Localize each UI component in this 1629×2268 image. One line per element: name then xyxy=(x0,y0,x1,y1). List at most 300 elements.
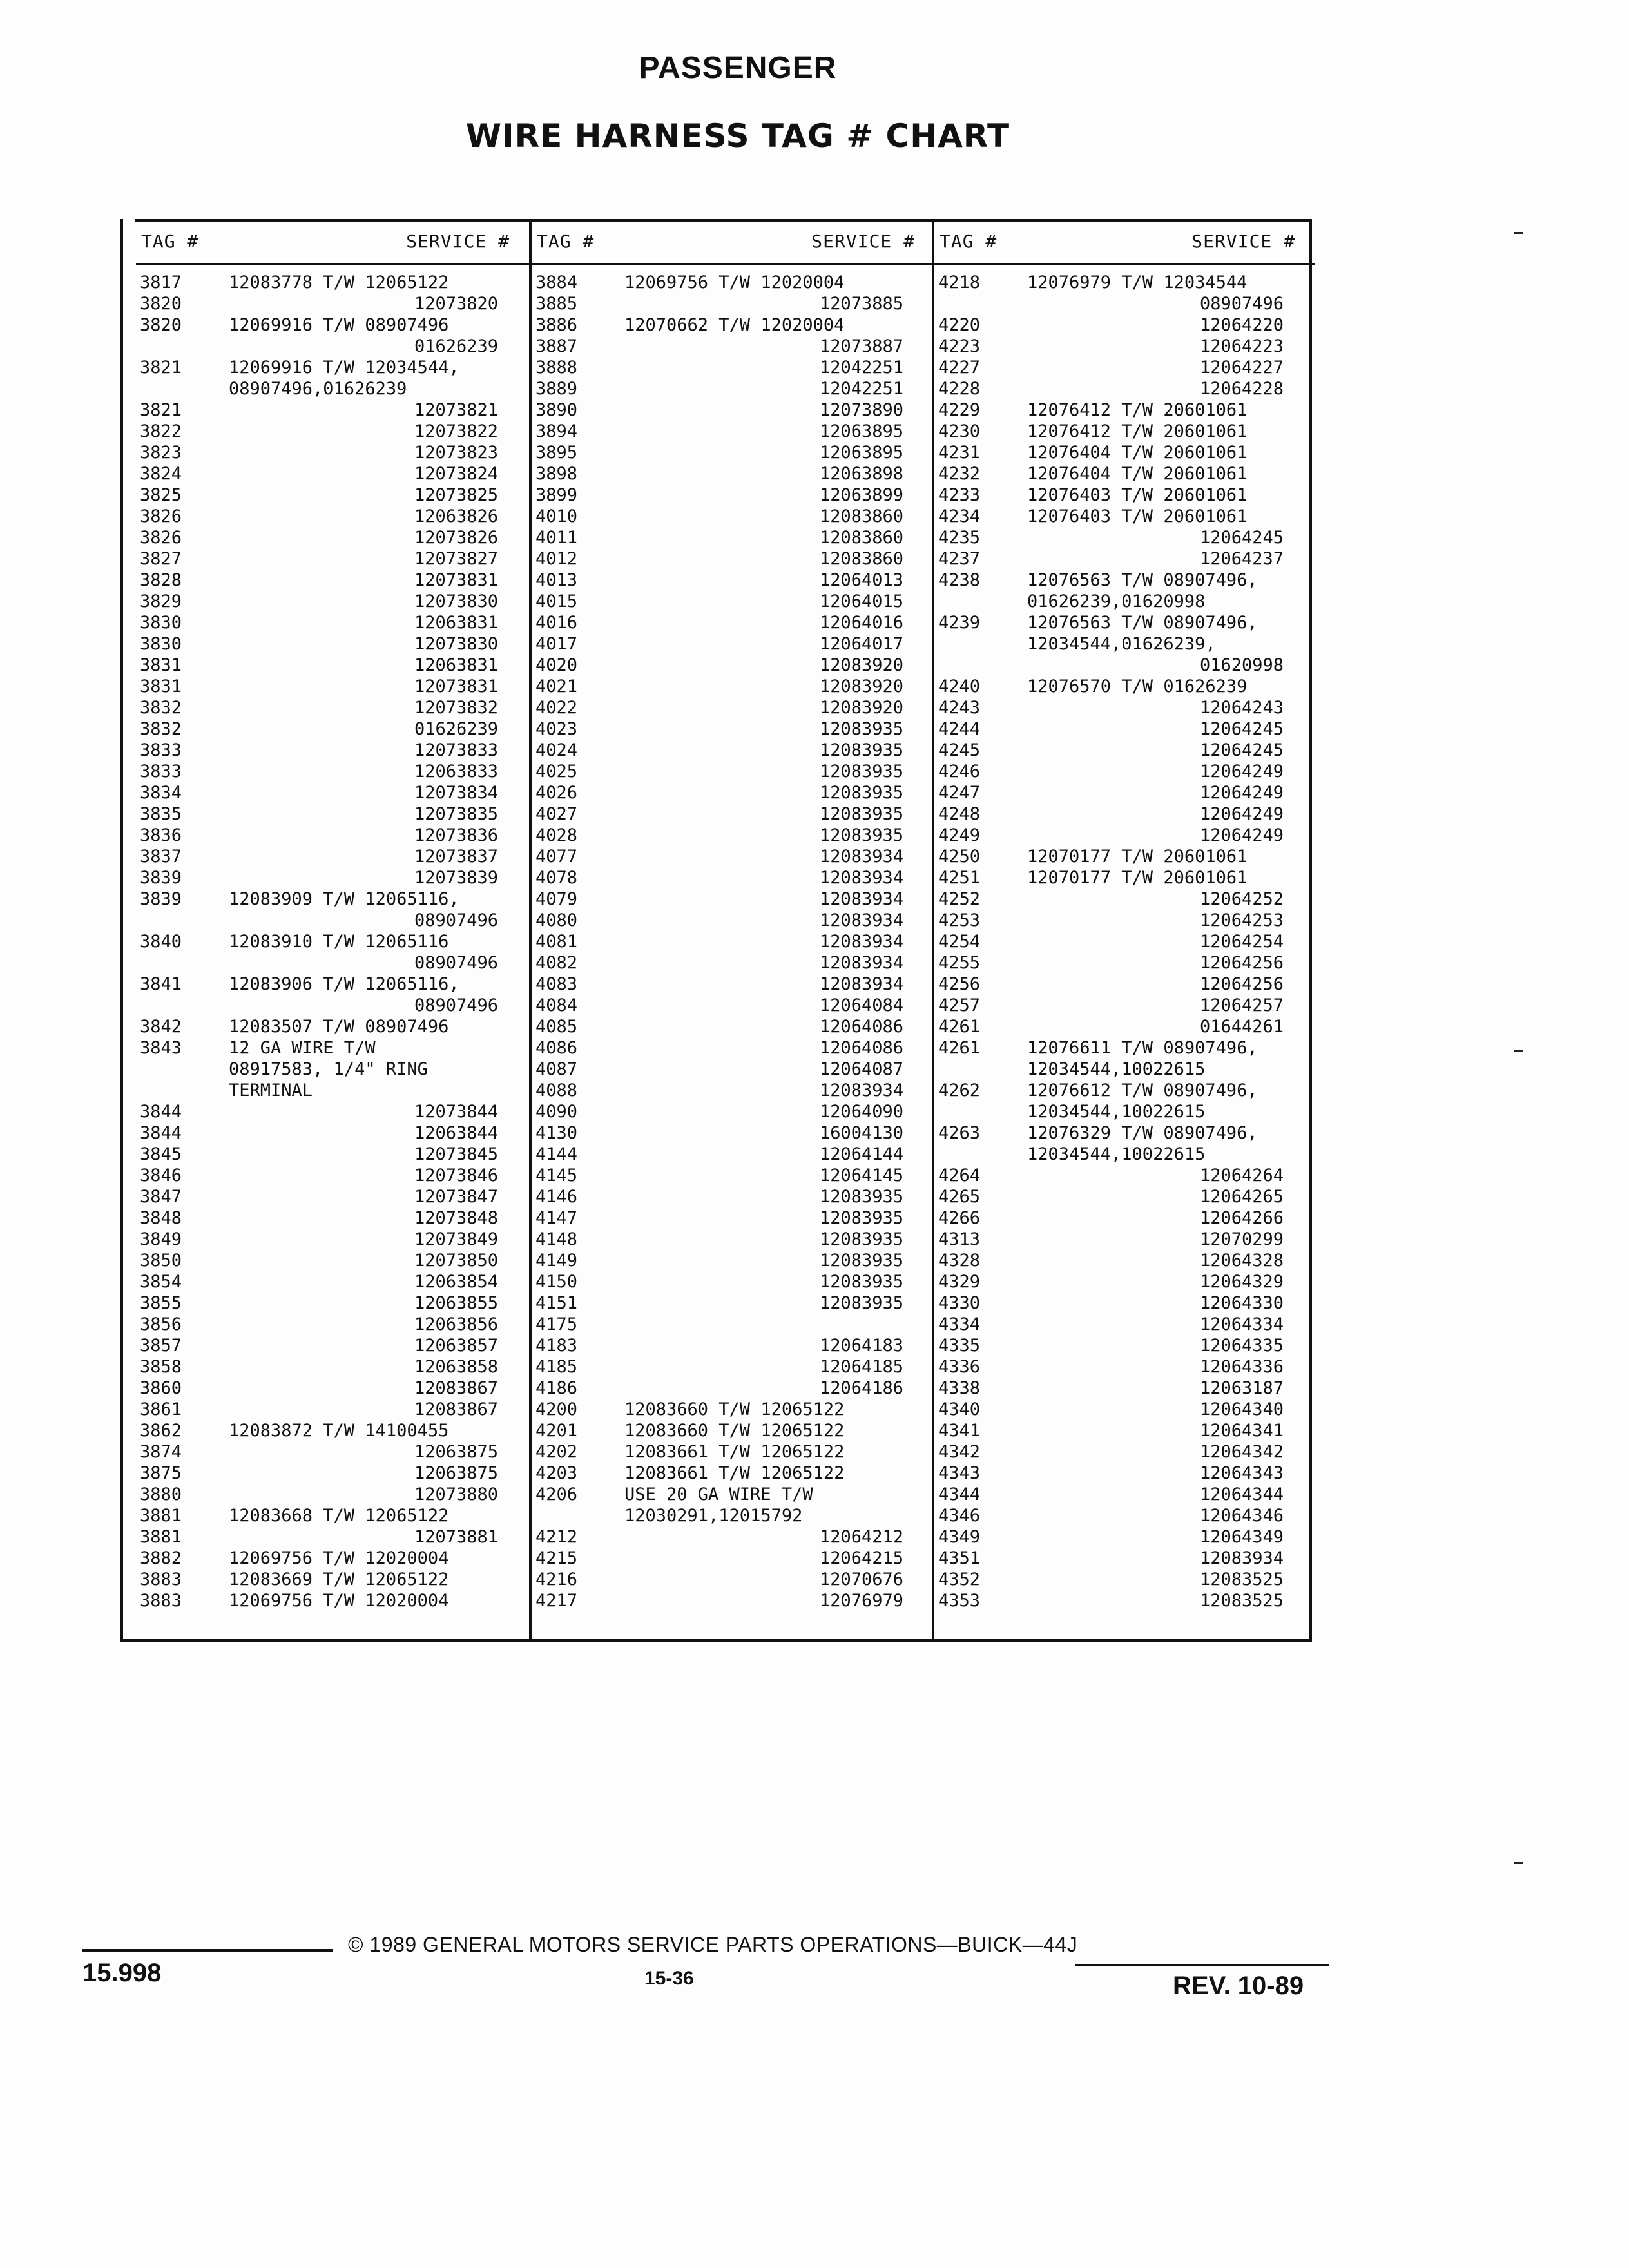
service-number: 12083872 T/W 14100455 xyxy=(229,1421,449,1441)
table-row xyxy=(532,1526,934,1548)
service-number: 12083867 xyxy=(414,1378,498,1398)
service-number: 12083935 xyxy=(819,762,903,782)
service-number: 12073832 xyxy=(414,698,498,718)
tag-number: 4231 xyxy=(938,443,981,463)
tag-number: 4233 xyxy=(938,485,981,505)
table-row xyxy=(532,782,934,803)
table-row xyxy=(136,485,529,506)
service-number: 12073824 xyxy=(414,464,498,484)
table-row xyxy=(136,1229,529,1250)
tag-number: 4261 xyxy=(938,1038,981,1058)
tag-number: 4228 xyxy=(938,379,981,399)
table-row xyxy=(934,1548,1315,1569)
tag-number: 4340 xyxy=(938,1399,981,1419)
tag-number: 4079 xyxy=(535,889,578,909)
service-number: 12064186 xyxy=(819,1378,903,1398)
service-number: 12083525 xyxy=(1199,1570,1284,1590)
tag-number: 3875 xyxy=(140,1463,182,1483)
table-row xyxy=(532,1250,934,1271)
service-number: 08907496 xyxy=(1199,294,1284,314)
service-number: 12064227 xyxy=(1199,358,1284,378)
table-row xyxy=(934,1293,1315,1314)
tag-number: 3857 xyxy=(140,1336,182,1356)
tag-number: 4020 xyxy=(535,655,578,675)
table-row xyxy=(934,676,1315,697)
rows-column-2 xyxy=(532,265,934,1611)
table-row xyxy=(934,1165,1315,1186)
tag-number: 3849 xyxy=(140,1229,182,1249)
table-row xyxy=(136,1271,529,1293)
service-number: 12083668 T/W 12065122 xyxy=(229,1506,449,1526)
table-row xyxy=(934,570,1315,591)
table-row xyxy=(136,1378,529,1399)
tag-number: 4201 xyxy=(535,1421,578,1441)
table-row xyxy=(532,952,934,974)
service-number: 12063875 xyxy=(414,1463,498,1483)
tag-number xyxy=(136,910,217,931)
table-row xyxy=(532,1207,934,1229)
table-row xyxy=(934,1399,1315,1420)
tag-number: 4234 xyxy=(938,506,981,526)
service-number: 12083934 xyxy=(819,1081,903,1100)
table-row xyxy=(934,272,1315,293)
service-number: 12083935 xyxy=(819,1208,903,1228)
service-number: 12064015 xyxy=(819,591,903,611)
table-row xyxy=(934,1356,1315,1378)
tag-number: 4151 xyxy=(535,1293,578,1313)
tag-number: 4252 xyxy=(938,889,981,909)
tag-number xyxy=(934,655,1016,676)
table-row xyxy=(934,952,1315,974)
margin-mark xyxy=(1514,232,1523,234)
service-number: 12083661 T/W 12065122 xyxy=(624,1442,845,1462)
table-row xyxy=(934,1037,1315,1059)
tag-number: 4200 xyxy=(535,1399,578,1419)
service-number: 12076412 T/W 20601061 xyxy=(1027,400,1248,420)
table-row xyxy=(532,1378,934,1399)
service-number: 12083507 T/W 08907496 xyxy=(229,1017,449,1037)
service-number: 12034544,01626239, xyxy=(1027,634,1216,654)
tag-number: 3832 xyxy=(140,719,182,739)
service-number: 12063899 xyxy=(819,485,903,505)
table-row xyxy=(532,378,934,399)
service-number: 08907496 xyxy=(414,910,498,930)
table-row xyxy=(532,548,934,570)
tag-number: 4012 xyxy=(535,549,578,569)
table-row xyxy=(934,336,1315,357)
service-number xyxy=(613,1314,934,1335)
table-row xyxy=(532,506,934,527)
table-row xyxy=(934,761,1315,782)
margin-mark xyxy=(1514,1050,1523,1052)
service-number: 12064223 xyxy=(1199,336,1284,356)
service-number: 12064090 xyxy=(819,1102,903,1122)
tag-number: 4083 xyxy=(535,974,578,994)
table-row xyxy=(136,931,529,952)
tag-number: 3894 xyxy=(535,421,578,441)
table-row xyxy=(136,336,529,357)
service-number: 12083935 xyxy=(819,1187,903,1207)
table-row xyxy=(532,463,934,485)
tag-number: 4255 xyxy=(938,953,981,973)
service-number: 12083934 xyxy=(819,932,903,952)
table-row xyxy=(136,612,529,633)
table-row xyxy=(532,1314,934,1335)
tag-number: 3841 xyxy=(140,974,182,994)
tag-number: 4227 xyxy=(938,358,981,378)
tag-number: 4235 xyxy=(938,528,981,548)
service-number: 12064013 xyxy=(819,570,903,590)
service-number: 12083860 xyxy=(819,549,903,569)
table-row xyxy=(532,1059,934,1080)
service-number: 12064329 xyxy=(1199,1272,1284,1292)
service-number: 12076563 T/W 08907496, xyxy=(1027,613,1258,633)
table-row xyxy=(934,1101,1315,1122)
table-row xyxy=(532,1080,934,1101)
tag-number: 3831 xyxy=(140,677,182,697)
service-number: 12076611 T/W 08907496, xyxy=(1027,1038,1258,1058)
tag-number: 3833 xyxy=(140,740,182,760)
wire-harness-tag-chart xyxy=(120,219,1312,1642)
tag-number: 3826 xyxy=(140,506,182,526)
service-number: 12064220 xyxy=(1199,315,1284,335)
tag-number: 4086 xyxy=(535,1038,578,1058)
service-number: 12070177 T/W 20601061 xyxy=(1027,868,1248,888)
tag-number: 3844 xyxy=(140,1102,182,1122)
service-number: 12064266 xyxy=(1199,1208,1284,1228)
tag-number: 3832 xyxy=(140,698,182,718)
table-row xyxy=(934,718,1315,740)
service-number: 12030291,12015792 xyxy=(624,1506,803,1526)
tag-number: 4266 xyxy=(938,1208,981,1228)
table-row xyxy=(934,548,1315,570)
table-row xyxy=(136,1420,529,1441)
table-row xyxy=(934,1526,1315,1548)
tag-number: 3827 xyxy=(140,549,182,569)
tag-number xyxy=(934,591,1016,612)
service-number: 12064249 xyxy=(1199,762,1284,782)
tag-number: 3829 xyxy=(140,591,182,611)
service-number: 12083934 xyxy=(819,974,903,994)
service-number: 12083935 xyxy=(819,804,903,824)
table-row xyxy=(136,527,529,548)
table-row xyxy=(934,421,1315,442)
tag-number xyxy=(136,1080,217,1101)
service-number: 12064249 xyxy=(1199,783,1284,803)
tag-number: 4232 xyxy=(938,464,981,484)
service-number: 12069756 T/W 12020004 xyxy=(229,1591,449,1611)
table-row xyxy=(136,272,529,293)
table-row xyxy=(532,1356,934,1378)
tag-number: 4088 xyxy=(535,1081,578,1100)
tag-number: 4346 xyxy=(938,1506,981,1526)
tag-number: 3855 xyxy=(140,1293,182,1313)
service-number: 12064330 xyxy=(1199,1293,1284,1313)
tag-number: 4249 xyxy=(938,825,981,845)
tag-number: 3830 xyxy=(140,634,182,654)
page-title-line1: PASSENGER xyxy=(639,51,837,85)
tag-number: 4330 xyxy=(938,1293,981,1313)
tag-header: TAG # xyxy=(537,230,595,252)
table-row xyxy=(532,1335,934,1356)
tag-number: 4248 xyxy=(938,804,981,824)
service-number: 12076403 T/W 20601061 xyxy=(1027,506,1248,526)
rows-column-1 xyxy=(136,265,529,1611)
service-number: 12073825 xyxy=(414,485,498,505)
table-row xyxy=(934,1441,1315,1463)
service-number: 12064334 xyxy=(1199,1314,1284,1334)
service-number: 01626239 xyxy=(414,719,498,739)
table-row xyxy=(136,1441,529,1463)
table-row xyxy=(934,314,1315,336)
service-number: 12064237 xyxy=(1199,549,1284,569)
tag-number: 3887 xyxy=(535,336,578,356)
tag-number: 3831 xyxy=(140,655,182,675)
service-number: 12073823 xyxy=(414,443,498,463)
table-row xyxy=(934,1080,1315,1101)
service-number: 12083906 T/W 12065116, xyxy=(229,974,459,994)
footer-rule-left xyxy=(82,1949,333,1952)
tag-number: 4090 xyxy=(535,1102,578,1122)
service-number: 12064016 xyxy=(819,613,903,633)
table-row xyxy=(136,676,529,697)
tag-number: 4313 xyxy=(938,1229,981,1249)
service-number: 12063833 xyxy=(414,762,498,782)
table-row xyxy=(136,421,529,442)
service-number: 12064257 xyxy=(1199,995,1284,1015)
tag-number: 4145 xyxy=(535,1166,578,1186)
service-number: 12064349 xyxy=(1199,1527,1284,1547)
service-number: 12063855 xyxy=(414,1293,498,1313)
table-row xyxy=(532,803,934,825)
tag-number: 3898 xyxy=(535,464,578,484)
column-header xyxy=(934,219,1315,265)
tag-number: 3836 xyxy=(140,825,182,845)
tag-number: 4206 xyxy=(535,1485,578,1504)
table-row xyxy=(934,1016,1315,1037)
table-row xyxy=(136,803,529,825)
column-header xyxy=(532,219,934,265)
table-row xyxy=(532,527,934,548)
tag-number: 4016 xyxy=(535,613,578,633)
table-row xyxy=(532,931,934,952)
service-number: 12073846 xyxy=(414,1166,498,1186)
table-row xyxy=(136,952,529,974)
service-number: 12073880 xyxy=(414,1485,498,1504)
tag-number: 4078 xyxy=(535,868,578,888)
service-number: 12063857 xyxy=(414,1336,498,1356)
table-row xyxy=(934,442,1315,463)
table-row xyxy=(532,612,934,633)
service-number: 12083934 xyxy=(819,889,903,909)
service-number: 12064335 xyxy=(1199,1336,1284,1356)
service-number: 12063858 xyxy=(414,1357,498,1377)
service-number: 12070299 xyxy=(1199,1229,1284,1249)
tag-number: 4338 xyxy=(938,1378,981,1398)
tag-number: 3850 xyxy=(140,1251,182,1271)
tag-number: 3861 xyxy=(140,1399,182,1419)
table-row xyxy=(136,1037,529,1059)
revision-label: REV. 10-89 xyxy=(1173,1972,1304,2000)
tag-number: 4150 xyxy=(535,1272,578,1292)
table-row xyxy=(934,1463,1315,1484)
tag-number: 4229 xyxy=(938,400,981,420)
service-number: 12064017 xyxy=(819,634,903,654)
table-row xyxy=(136,548,529,570)
table-row xyxy=(136,910,529,931)
service-number: 12083860 xyxy=(819,506,903,526)
service-number: 12064256 xyxy=(1199,974,1284,994)
table-row xyxy=(934,1122,1315,1144)
table-row xyxy=(136,867,529,889)
table-row xyxy=(136,506,529,527)
service-number: 12083660 T/W 12065122 xyxy=(624,1421,845,1441)
tag-number: 4013 xyxy=(535,570,578,590)
table-row xyxy=(532,1144,934,1165)
table-row xyxy=(934,974,1315,995)
service-number: 08907496 xyxy=(414,953,498,973)
service-number: 12083935 xyxy=(819,825,903,845)
table-row xyxy=(934,612,1315,633)
tag-header: TAG # xyxy=(141,230,199,252)
table-row xyxy=(532,272,934,293)
tag-number: 4341 xyxy=(938,1421,981,1441)
tag-number: 4256 xyxy=(938,974,981,994)
service-number: 12064087 xyxy=(819,1059,903,1079)
table-row xyxy=(934,293,1315,314)
service-number: 12073826 xyxy=(414,528,498,548)
table-row xyxy=(532,1484,934,1505)
page-number: 15-36 xyxy=(644,1968,694,1989)
table-row xyxy=(532,697,934,718)
tag-number: 3835 xyxy=(140,804,182,824)
tag-number: 3858 xyxy=(140,1357,182,1377)
service-number: 12064340 xyxy=(1199,1399,1284,1419)
tag-number: 3883 xyxy=(140,1570,182,1590)
table-row xyxy=(532,974,934,995)
page-title-line2: WIRE HARNESS TAG # CHART xyxy=(465,117,1010,155)
table-row xyxy=(934,1378,1315,1399)
tag-number: 3830 xyxy=(140,613,182,633)
table-row xyxy=(934,1505,1315,1526)
table-row xyxy=(934,889,1315,910)
service-number: 12064249 xyxy=(1199,804,1284,824)
chart-column-2 xyxy=(529,219,934,1639)
service-number: 12073822 xyxy=(414,421,498,441)
tag-number xyxy=(532,1505,613,1526)
margin-mark xyxy=(1514,1862,1523,1864)
tag-number: 3839 xyxy=(140,868,182,888)
table-row xyxy=(934,357,1315,378)
service-number: 12073839 xyxy=(414,868,498,888)
table-row xyxy=(532,1420,934,1441)
tag-number xyxy=(136,378,217,399)
service-number: 12064256 xyxy=(1199,953,1284,973)
table-row xyxy=(532,995,934,1016)
table-row xyxy=(934,1250,1315,1271)
tag-number: 4218 xyxy=(938,273,981,293)
service-number: 12064215 xyxy=(819,1548,903,1568)
service-number: 12083909 T/W 12065116, xyxy=(229,889,459,909)
tag-number xyxy=(136,952,217,974)
table-row xyxy=(934,782,1315,803)
table-row xyxy=(934,1335,1315,1356)
table-row xyxy=(136,1548,529,1569)
tag-number: 3834 xyxy=(140,783,182,803)
tag-number: 3823 xyxy=(140,443,182,463)
tag-number xyxy=(136,1059,217,1080)
tag-number: 3825 xyxy=(140,485,182,505)
service-number: 12083910 T/W 12065116 xyxy=(229,932,449,952)
tag-number: 4352 xyxy=(938,1570,981,1590)
tag-number: 4212 xyxy=(535,1527,578,1547)
tag-number: 4203 xyxy=(535,1463,578,1483)
tag-number: 3856 xyxy=(140,1314,182,1334)
table-row xyxy=(136,1526,529,1548)
table-row xyxy=(532,676,934,697)
table-row xyxy=(136,1484,529,1505)
table-row xyxy=(532,314,934,336)
tag-number: 3843 xyxy=(140,1038,182,1058)
service-number: 12073881 xyxy=(414,1527,498,1547)
tag-number: 4238 xyxy=(938,570,981,590)
table-row xyxy=(136,889,529,910)
service-number: 12083660 T/W 12065122 xyxy=(624,1399,845,1419)
tag-number: 3890 xyxy=(535,400,578,420)
tag-number: 4085 xyxy=(535,1017,578,1037)
service-number: 12083934 xyxy=(1199,1548,1284,1568)
service-number: 12064144 xyxy=(819,1144,903,1164)
tag-number: 4220 xyxy=(938,315,981,335)
table-row xyxy=(136,1335,529,1356)
service-number: 12076570 T/W 01626239 xyxy=(1027,677,1248,697)
service-number: 12064344 xyxy=(1199,1485,1284,1504)
tag-number: 3824 xyxy=(140,464,182,484)
service-number: 12 GA WIRE T/W xyxy=(229,1038,376,1058)
table-row xyxy=(532,740,934,761)
service-number: 16004130 xyxy=(819,1123,903,1143)
tag-number: 3837 xyxy=(140,847,182,867)
service-number: 12073850 xyxy=(414,1251,498,1271)
table-row xyxy=(934,399,1315,421)
table-row xyxy=(532,336,934,357)
service-number: 12083935 xyxy=(819,1251,903,1271)
service-number: 12042251 xyxy=(819,379,903,399)
tag-number: 4084 xyxy=(535,995,578,1015)
tag-number: 4081 xyxy=(535,932,578,952)
table-row xyxy=(934,591,1315,612)
service-number: 01620998 xyxy=(1199,655,1284,675)
table-row xyxy=(532,889,934,910)
service-number: 12063898 xyxy=(819,464,903,484)
tag-number: 3822 xyxy=(140,421,182,441)
table-row xyxy=(136,1399,529,1420)
tag-number xyxy=(934,633,1016,655)
tag-number: 4010 xyxy=(535,506,578,526)
service-number: 12073848 xyxy=(414,1208,498,1228)
service-number: 12073849 xyxy=(414,1229,498,1249)
table-row xyxy=(136,570,529,591)
table-row xyxy=(532,1463,934,1484)
table-row xyxy=(934,803,1315,825)
table-row xyxy=(532,1016,934,1037)
service-number: 12073834 xyxy=(414,783,498,803)
service-number: 12070676 xyxy=(819,1570,903,1590)
service-number: 12042251 xyxy=(819,358,903,378)
service-number: 12073827 xyxy=(414,549,498,569)
table-row xyxy=(532,442,934,463)
tag-number: 4245 xyxy=(938,740,981,760)
